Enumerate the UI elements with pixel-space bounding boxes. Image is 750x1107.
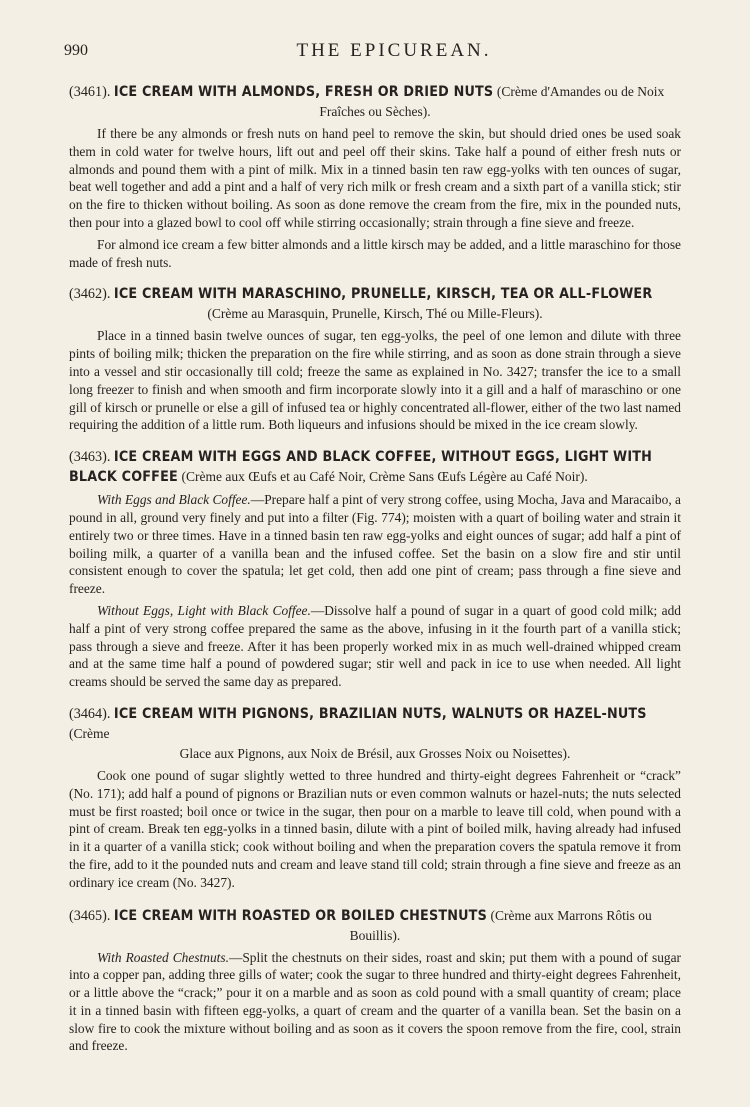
- recipe-3465: [69, 906, 681, 1056]
- paragraph-text: If there be any almonds or fresh nuts on hand peel to remove the skin, but should dried ones be used soak them in cold water for twelve hours, lift out and peel off their skins. Take half a pound of either fresh nuts or almonds and pound them with a pint of milk. Mix in a tinned basin ten raw egg-yolks with ten ounces of sugar, beat well together and add a pint and a half of very rich milk or fresh cream and a sixth part of a vanilla stick; stir on the fire to thicken without boiling. As soon as done remove the cream from the fire, mix in the pounded nuts, then pour into a glazed bowl to cool off while stirring occasionally; strain through a fine sieve and freeze.: [69, 126, 681, 230]
- paragraph-text: —Dissolve half a pound of sugar in a quart of good cold milk; add half a pint of very strong coffee prepared the same as the above, infusing in it the fourth part of a vanilla stick; pass through a sieve and freeze. After it has been properly worked mix in as much well-drained whipped cream and at the same time half a pound of powdered sugar; stir well and pack in ice to use when needed. All light creams should be served the same day as prepared.: [69, 602, 681, 690]
- page-number: 990: [64, 42, 88, 59]
- recipe-french-name: (Crème d'Amandes ou de Noix: [496, 84, 665, 99]
- recipe-name: ICE CREAM WITH EGGS AND BLACK COFFEE, WITHOUT EGGS, LIGHT WITH BLACK COFFEE: [69, 449, 653, 486]
- recipe-number: (3464).: [69, 705, 111, 722]
- paragraph-text: Place in a tinned basin twelve ounces of sugar, ten egg-yolks, the peel of one lemon and dilute with three pints of boiling milk; thicken the preparation on the fire while stirring, and as soon as done strain through a sieve into a vessel and stir occasionally till cold; freeze the same as explained in No. 3427; transfer the ice to a small long freezer to finish and when smooth and firm incorporate slowly into it a gill and a half of maraschino or one gill of kirsch or prunelle or else a gill of infused tea or highly concentrated all-flower, either of the two last named requiring the addition of a little rum. Both liqueurs and infusions should be mixed in the ice cream slowly.: [69, 328, 681, 433]
- recipe-french-name: (Crème: [69, 725, 110, 741]
- recipe-number: (3465).: [69, 907, 111, 924]
- paragraph-text: —Prepare half a pint of very strong coffee, using Mocha, Java and Maracaibo, a pound in all, ground very finely and put into a filter (Fig. 774); moisten with a quart of boiling water and strain it entirely two or three times. Have in a tinned basin ten raw egg-yolks and eight ounces of sugar; add half a pint of boiling milk, a quarter of a vanilla bean and the infused coffee. Set the basin on a slow fire and stir until consistent enough to cover the spatula; let get cold, then add one pint of cream; pass through a fine sieve and freeze.: [69, 492, 682, 597]
- recipe-french-name-cont: Glace aux Pignons, aux Noix de Brésil, aux Grosses Noix ou Noisettes).: [179, 745, 571, 761]
- recipe-french-name-cont: (Crème au Marasquin, Prunelle, Kirsch, Thé ou Mille-Fleurs).: [207, 306, 543, 322]
- recipe-french-name-cont: Fraîches ou Sèches).: [319, 104, 431, 119]
- recipe-name: ICE CREAM WITH MARASCHINO, PRUNELLE, KIRSCH, TEA OR ALL-FLOWER: [113, 286, 653, 303]
- recipe-paragraph: [69, 327, 681, 434]
- recipe-paragraph: [69, 491, 681, 598]
- page-content: [69, 82, 681, 1069]
- recipe-3461: [69, 82, 681, 271]
- paragraph-text: Cook one pound of sugar slightly wetted to three hundred and thirty-eight degrees Fahrenheit or “crack” (No. 171); add half a pound of pignons or Brazilian nuts or even common walnuts or hazel-nuts; the nuts selected must be first roasted; boil once or twice in the sugar, then pour on a marble to leave till cold, when pound with a pint of cream. Break ten egg-yolks in a tinned basin, dilute with a pint of boiled milk, having already had infused in it a quarter of a vanilla stick; cook without boiling and when the preparation covers the spatula remove it from the fire, add to it the pounded nuts and cream and leave stand till cold; strain through a fine sieve and freeze as an ordinary ice cream (No. 3427).: [69, 767, 681, 890]
- recipe-number: (3462).: [69, 286, 111, 303]
- recipe-paragraph: [69, 949, 681, 1056]
- recipe-paragraph: [69, 125, 681, 232]
- recipe-paragraph: [69, 602, 681, 691]
- recipe-title: [69, 82, 681, 121]
- recipe-3463: [69, 448, 681, 691]
- recipe-title: [69, 285, 681, 323]
- recipe-number: (3461).: [69, 84, 111, 100]
- recipe-3464: [69, 705, 681, 892]
- paragraph-text: For almond ice cream a few bitter almonds and a little kirsch may be added, and a little maraschino for those made of fresh nuts.: [69, 236, 681, 270]
- page-header: [64, 40, 684, 64]
- recipe-3462: [69, 285, 681, 434]
- recipe-title: [69, 448, 681, 487]
- paragraph-lead: Without Eggs, Light with Black Coffee.: [97, 602, 311, 618]
- paragraph-lead: With Eggs and Black Coffee.: [97, 492, 251, 508]
- recipe-title: [69, 906, 681, 945]
- running-head: THE EPICUREAN.: [296, 40, 492, 61]
- recipe-french-name-cont: Bouillis).: [349, 927, 401, 943]
- recipe-name: ICE CREAM WITH ALMONDS, FRESH OR DRIED NUTS: [113, 84, 494, 100]
- recipe-paragraph: [69, 236, 681, 272]
- recipe-french-name: (Crème aux Marrons Rôtis ou: [490, 907, 652, 923]
- recipe-french-name: (Crème aux Œufs et au Café Noir, Crème Sans Œufs Légère au Café Noir).: [181, 469, 588, 485]
- recipe-name: ICE CREAM WITH ROASTED OR BOILED CHESTNUTS: [113, 907, 487, 924]
- recipe-title: [69, 705, 681, 763]
- recipe-number: (3463).: [69, 449, 111, 466]
- recipe-name: ICE CREAM WITH PIGNONS, BRAZILIAN NUTS, WALNUTS OR HAZEL-NUTS: [113, 705, 647, 722]
- paragraph-lead: With Roasted Chestnuts.: [97, 949, 229, 965]
- recipe-paragraph: [69, 767, 681, 892]
- paragraph-text: —Split the chestnuts on their sides, roast and skin; put them with a pound of sugar into a copper pan, adding three gills of water; cook the sugar to three hundred and thirty-eight degrees Fahrenheit, or a little above the “crack;” pour it on a marble and as soon as cold pound with a small quantity of cream; place it in a tinned basin with fifteen egg-yolks, a quart of cream and the quarter of a vanilla bean. Set the basin on a slow fire to cook the mixture without boiling and as soon as it covers the spoon remove from the fire, cool, strain and freeze.: [69, 949, 682, 1054]
